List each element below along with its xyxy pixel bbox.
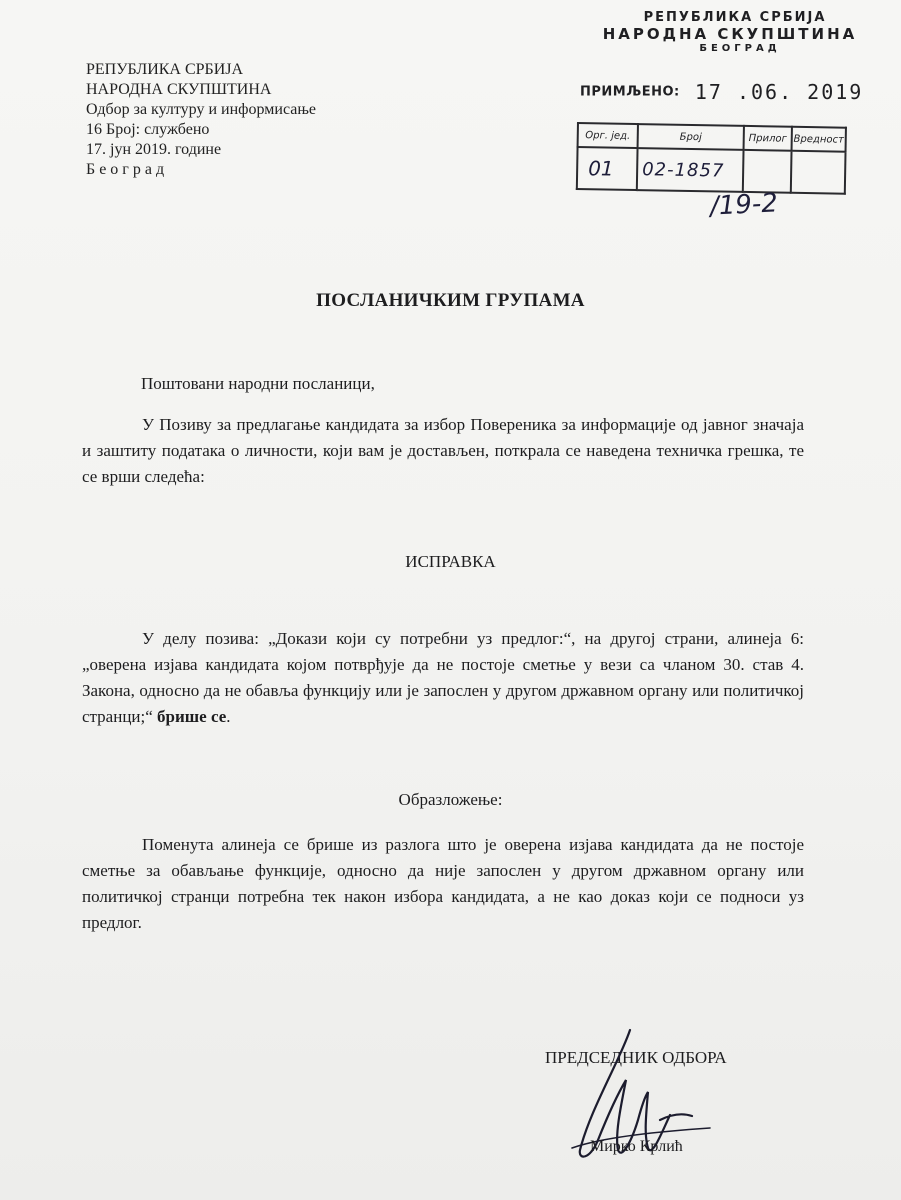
stamp-col-value: Вредност — [792, 127, 846, 152]
stamp-received-label: ПРИМЉЕНО: — [580, 84, 680, 100]
letterhead-republic: РЕПУБЛИКА СРБИЈА — [86, 61, 244, 78]
stamp-registry-table — [576, 122, 847, 195]
stamp-city: БЕОГРАД — [699, 43, 781, 54]
stamp-attachment-value — [743, 150, 792, 193]
correction-deleted-emphasis: брише се — [157, 707, 227, 726]
stamp-republic: РЕПУБЛИКА СРБИЈА — [643, 10, 827, 25]
stamp-handwritten-suffix: /19-2 — [709, 188, 779, 222]
letterhead-assembly: НАРОДНА СКУПШТИНА — [86, 81, 272, 98]
stamp-assembly: НАРОДНА СКУПШТИНА — [602, 25, 858, 43]
stamp-col-attachment: Прилог — [744, 126, 792, 151]
letterhead-city: Београд — [86, 161, 169, 178]
correction-heading: ИСПРАВКА — [405, 552, 496, 571]
paragraph-correction — [82, 626, 804, 730]
signature-title: ПРЕДСЕДНИК ОДБОРА — [545, 1048, 727, 1067]
stamp-number-value: 02-1857 — [637, 148, 744, 192]
stamp-table-values — [577, 147, 846, 194]
letterhead-committee: Одбор за културу и информисање — [86, 101, 317, 118]
received-stamp — [580, 10, 870, 182]
correction-text: У делу позива: „Докази који су потребни уз предлог:“, на другој страни, алинеја 6: „оверена изјава кандидата којом потврђује да не постоје сметње у вези са чланом 30. став 4. Закона, односно да не обавља функцију или је запослен у другом државном органу или политичкој странци;“ — [82, 629, 804, 726]
paragraph-intro: У Позиву за предлагање кандидата за избор Повереника за информације од јавног значаја и заштиту података о личности, који вам је достављен, поткрала се наведена техничка грешка, те се врши следећа: — [82, 415, 804, 486]
letterhead-date: 17. јун 2019. године — [86, 141, 222, 158]
letterhead — [86, 60, 316, 180]
stamp-value-value — [791, 151, 846, 194]
stamp-col-number: Број — [638, 124, 744, 150]
stamp-received-date: 17 .06. 2019 — [694, 80, 864, 104]
document-title: ПОСЛАНИЧКИМ ГРУПАМА — [316, 290, 585, 311]
rationale-heading: Образложење: — [398, 790, 503, 809]
signature-name: Мирко Крлић — [590, 1138, 683, 1155]
stamp-received-row — [580, 80, 863, 104]
correction-end: . — [226, 707, 231, 726]
paragraph-rationale: Поменута алинеја се брише из разлога што је оверена изјава кандидата да не постоје сметње за обављање функције, односно да није запослен у другом државном органу или политичкој странци потребна тек након избора кандидата, а не као доказ који се подноси уз предлог. — [82, 835, 804, 932]
salutation: Поштовани народни посланици, — [141, 374, 375, 393]
letterhead-number: 16 Број: службено — [86, 121, 210, 138]
stamp-col-org: Орг. јед. — [578, 123, 638, 148]
stamp-org-value: 01 — [577, 147, 638, 190]
